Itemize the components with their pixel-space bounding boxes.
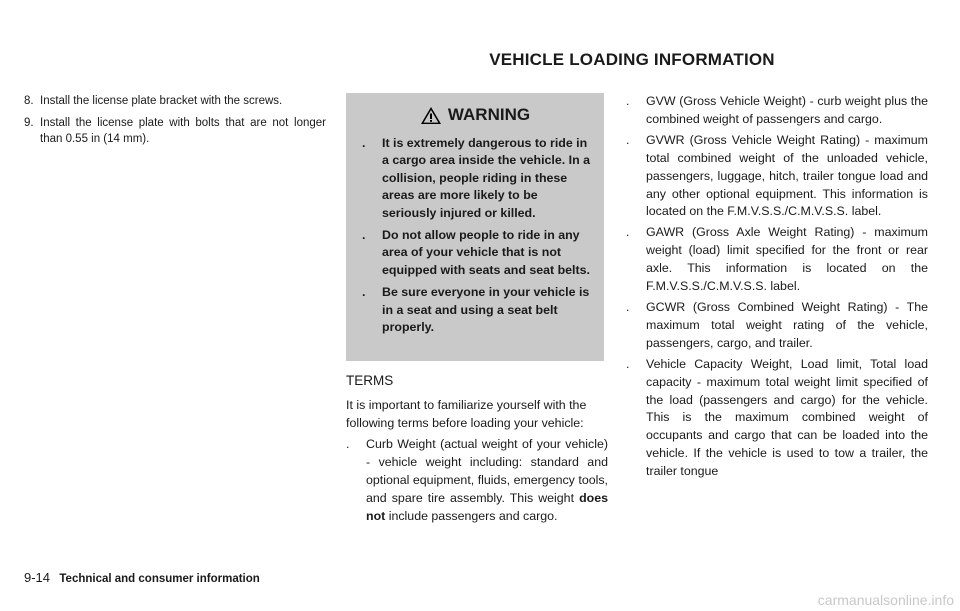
definition-text: Vehicle Capacity Weight, Load limit, Total load capacity - maximum total weight limit specified of the load (passengers and cargo) for the vehicle. This is the maximum combined weight of occupants and cargo that can be loaded into the vehicle. If the vehicle is used to tow a trailer, the trailer tongue <box>646 356 928 479</box>
watermark: carmanualsonline.info <box>817 592 954 608</box>
bullet: . <box>626 356 630 371</box>
terms-section <box>346 372 608 525</box>
bullet: . <box>626 225 630 240</box>
warning-title <box>346 105 604 125</box>
bullet: . <box>362 285 366 300</box>
step-item <box>24 115 326 148</box>
warning-triangle-icon <box>420 106 442 125</box>
definition-item <box>626 93 928 129</box>
page-title: VEHICLE LOADING INFORMATION <box>489 50 775 69</box>
terms-heading: TERMS <box>346 373 394 388</box>
bullet: . <box>346 437 350 452</box>
warning-item-text: It is extremely dangerous to ride in a cargo area inside the vehicle. In a collision, people riding in these areas are more likely to be seriously injured or killed. <box>382 136 590 220</box>
term-text <box>366 436 608 525</box>
step-text: Install the license plate bracket with the screws. <box>40 95 283 107</box>
definition-item <box>626 356 928 481</box>
definition-text: GVWR (Gross Vehicle Weight Rating) - maximum total combined weight of the unloaded vehicle, passengers, luggage, hitch, trailer tongue load and any other optional equipment. This information is located on the F.M.V.S.S./C.M.V.S.S. label. <box>646 132 928 219</box>
warning-item <box>362 135 594 222</box>
bullet: . <box>626 132 630 147</box>
step-number: 9. <box>24 116 34 129</box>
warning-title-text: WARNING <box>447 105 531 124</box>
bullet: . <box>362 136 366 150</box>
step-item <box>24 93 326 110</box>
bullet: . <box>626 299 630 314</box>
definition-item <box>626 132 928 222</box>
page-number: 9-14 <box>24 570 51 585</box>
definition-item <box>626 224 928 296</box>
term-text-part: include passengers and cargo. <box>385 508 558 523</box>
warning-item-text: Do not allow people to ride in any area of your vehicle that is not equipped with seats and seat belts. <box>382 228 590 277</box>
term-item-curb-weight <box>346 436 608 525</box>
terms-intro: It is important to familiarize yourself with the following terms before loading your vehicle: <box>346 397 587 430</box>
warning-item-text: Be sure everyone in your vehicle is in a seat and using a seat belt properly. <box>382 285 590 335</box>
bullet: . <box>362 228 366 243</box>
definition-text: GCWR (Gross Combined Weight Rating) - The maximum total weight rating of the vehicle, passengers, cargo, and trailer. <box>646 299 928 350</box>
definition-text: GVW (Gross Vehicle Weight) - curb weight plus the combined weight of passengers and cargo. <box>646 94 928 126</box>
warning-list <box>362 135 594 336</box>
definition-item <box>626 299 928 353</box>
definition-text: GAWR (Gross Axle Weight Rating) - maximum weight (load) limit specified for the front or rear axle. This information is located on the F.M.V.S.S./C.M.V.S.S. label. <box>646 225 928 294</box>
step-text: Install the license plate with bolts that are not longer than 0.55 in (14 mm). <box>40 116 326 145</box>
definitions-list <box>626 93 928 484</box>
bullet: . <box>626 94 630 108</box>
term-text-part: Curb Weight (actual weight of your vehicle) - vehicle weight including: standard and optional equipment, fluids, emergency tools, and spare tire assembly. This weight <box>366 437 608 505</box>
warning-item <box>362 227 594 279</box>
page-footer <box>24 570 260 585</box>
section-name: Technical and consumer information <box>59 573 260 585</box>
steps-list <box>24 93 326 153</box>
term-emphasis: does not <box>366 490 608 523</box>
step-number: 8. <box>24 95 34 107</box>
warning-item <box>362 284 594 336</box>
warning-box <box>346 93 604 361</box>
